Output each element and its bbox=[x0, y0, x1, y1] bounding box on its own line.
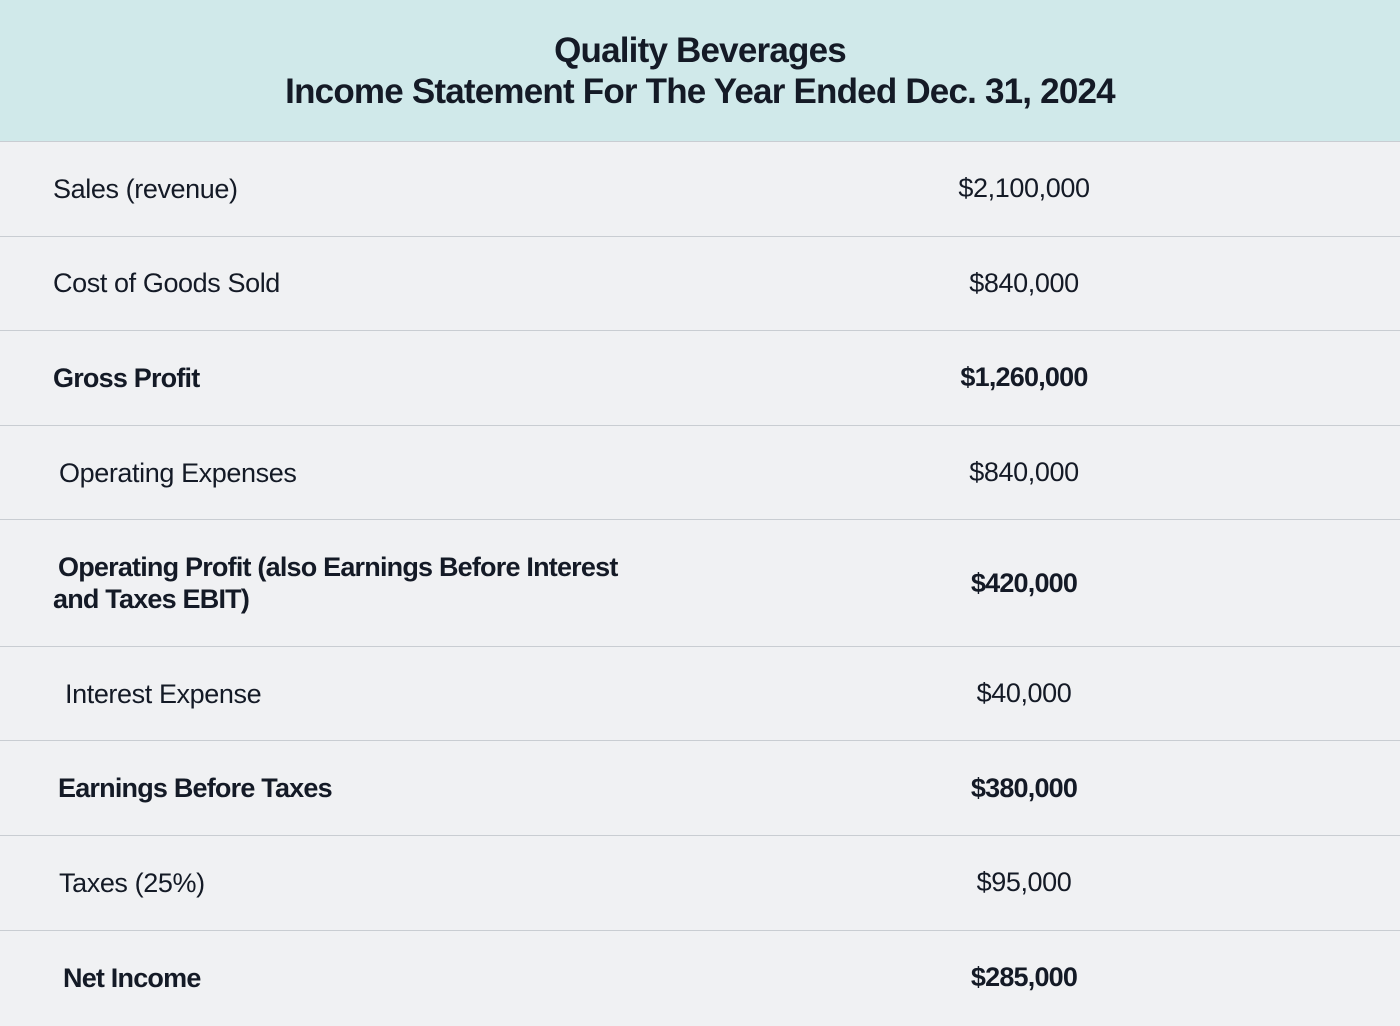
row-label: Sales (revenue) bbox=[53, 173, 238, 204]
row-value: $420,000 bbox=[970, 567, 1078, 598]
row-operating-expenses bbox=[0, 426, 1400, 521]
row-label: Operating Expenses bbox=[59, 457, 297, 488]
row-value: $95,000 bbox=[976, 867, 1072, 898]
row-label: Taxes (25%) bbox=[59, 867, 205, 898]
row-value: $285,000 bbox=[970, 962, 1078, 993]
row-label: Net Income bbox=[63, 962, 201, 993]
statement-title: Income Statement For The Year Ended Dec. 31, 2024 bbox=[285, 71, 1115, 111]
row-net-income bbox=[0, 931, 1400, 1026]
row-taxes bbox=[0, 836, 1400, 931]
row-label: Cost of Goods Sold bbox=[53, 268, 280, 299]
row-value: $840,000 bbox=[969, 457, 1079, 488]
row-label: Interest Expense bbox=[65, 678, 262, 709]
row-label-line-1: Operating Profit (also Earnings Before Interest bbox=[58, 552, 618, 583]
row-value: $840,000 bbox=[969, 267, 1079, 298]
row-label: Gross Profit bbox=[53, 362, 200, 393]
row-value: $2,100,000 bbox=[958, 173, 1090, 204]
row-gross-profit bbox=[0, 331, 1400, 426]
row-interest-expense bbox=[0, 647, 1400, 742]
row-operating-profit bbox=[0, 520, 1400, 647]
row-cost-of-goods-sold bbox=[0, 237, 1400, 332]
row-label: Earnings Before Taxes bbox=[58, 773, 332, 804]
row-earnings-before-taxes bbox=[0, 741, 1400, 836]
row-value: $380,000 bbox=[970, 772, 1078, 803]
row-sales bbox=[0, 142, 1400, 237]
row-label-line-2: and Taxes EBIT) bbox=[53, 584, 250, 615]
company-name: Quality Beverages bbox=[554, 30, 846, 70]
row-label bbox=[53, 551, 693, 615]
statement-header bbox=[0, 0, 1400, 142]
row-value: $1,260,000 bbox=[960, 362, 1088, 393]
row-value: $40,000 bbox=[976, 678, 1072, 709]
